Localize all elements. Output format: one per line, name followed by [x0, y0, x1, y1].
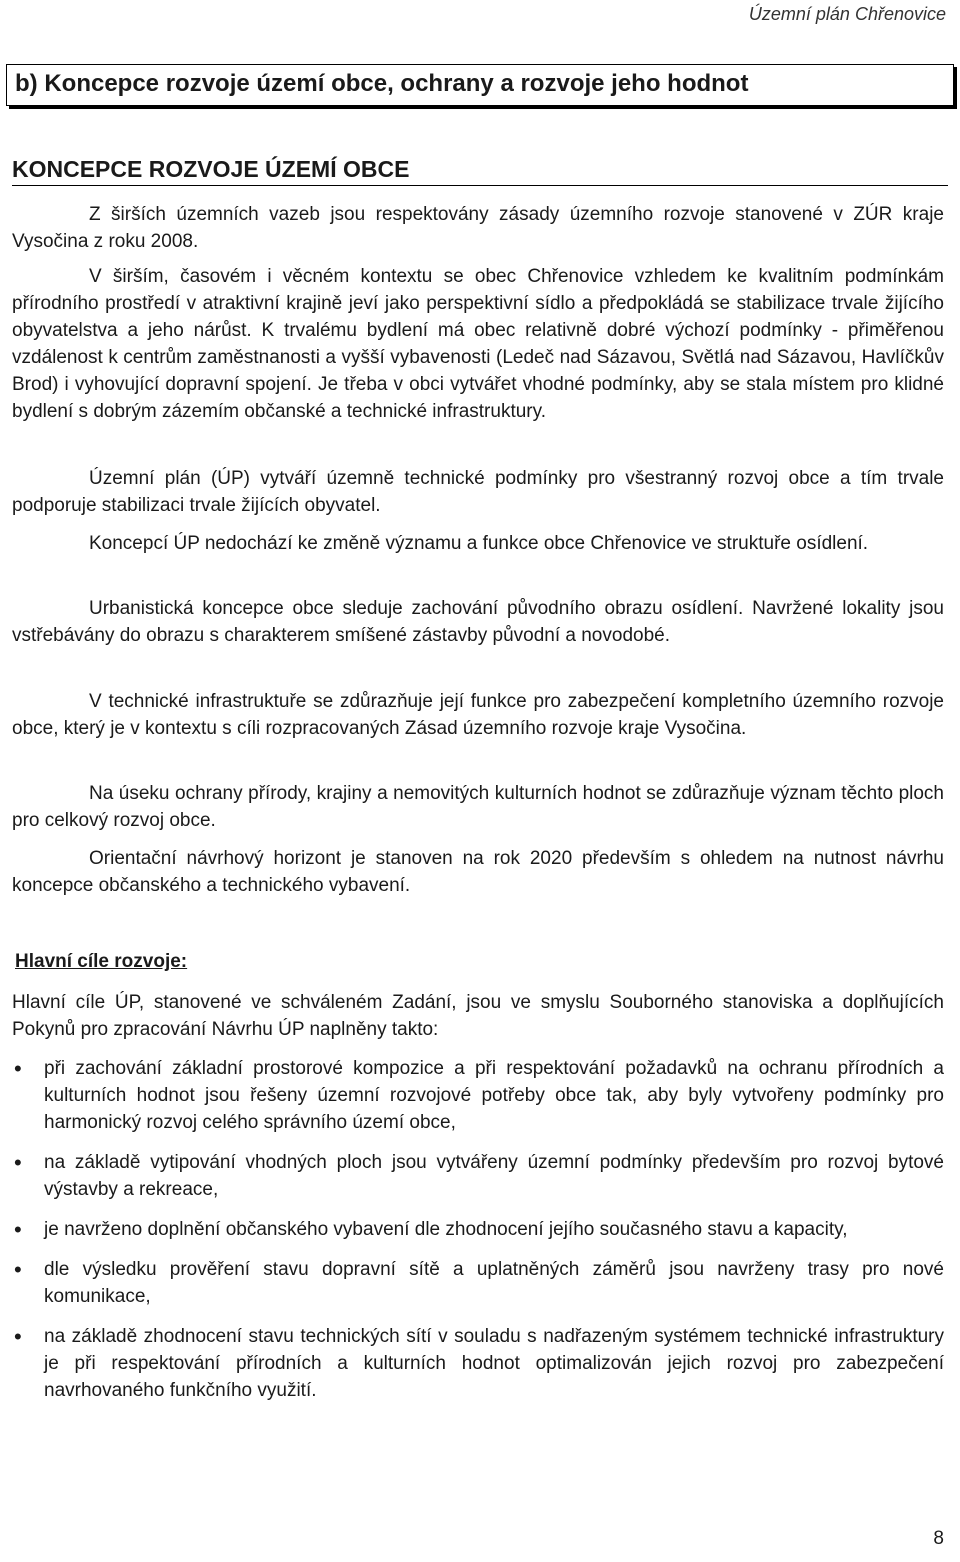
paragraph-urban: Urbanistická koncepce obce sleduje zachování původního obrazu osídlení. Navržené lokality jsou vstřebávány do obrazu s charakterem smíšené zástavby původní a novodobé. — [12, 598, 944, 646]
paragraph-context: V širším, časovém i věcném kontextu se obec Chřenovice vzhledem ke kvalitním podmínkám přírodního prostředí v atraktivní krajině jeví jako perspektivní sídlo a předpokládá se stabilizace trvale žijícího obyvatelstva a jeho nárůst. K trvalému bydlení má obec relativně dobré výchozí podmínky - přiměřenou vzdálenost k centrům zaměstnanosti a vyšší vybavenosti (Ledeč nad Sázavou, Světlá nad Sázavou, Havlíčkův Brod) i vyhovující dopravní spojení. Je třeba v obci vytvářet vhodné podmínky, aby se stala místem pro klidné bydlení s dobrým zázemím občanské a technické infrastruktury. — [12, 266, 944, 422]
running-header: Územní plán Chřenovice — [748, 4, 946, 24]
goals-intro: Hlavní cíle ÚP, stanovené ve schváleném Zadání, jsou ve smyslu Souborného stanoviska a doplňujících Pokynů pro zpracování Návrhu ÚP naplněny takto: — [12, 992, 944, 1040]
chapter-title: b) Koncepce rozvoje území obce, ochrany a rozvoje jeho hodnot — [15, 70, 749, 97]
paragraph-infrastructure: V technické infrastruktuře se zdůrazňuje její funkce pro zabezpečení kompletního územního rozvoje obce, který je v kontextu s cíli rozpracovaných Zásad územního rozvoje kraje Vysočina. — [12, 691, 944, 739]
page-number: 8 — [933, 1528, 944, 1549]
list-item: • na základě zhodnocení stavu technických sítí v souladu s nadřazeným systémem technické infrastruktury je při respektování přírodních a kulturních hodnot optimalizován jejich rozvoj pro zabezpečení navrhovaného funkčního využití. — [12, 1323, 944, 1404]
paragraph-nature: Na úseku ochrany přírody, krajiny a nemovitých kulturních hodnot se zdůrazňuje význam těchto ploch pro celkový rozvoj obce. — [12, 783, 944, 831]
goals-list — [12, 1055, 944, 1417]
section-title: KONCEPCE ROZVOJE ÚZEMÍ OBCE — [12, 156, 948, 186]
list-item: • je navrženo doplnění občanského vybavení dle zhodnocení jejího současného stavu a kapacity, — [12, 1216, 944, 1243]
paragraph-horizon: Orientační návrhový horizont je stanoven na rok 2020 především s ohledem na nutnost návrhu koncepce občanského a technického vybavení. — [12, 848, 944, 896]
paragraph-zur: Z širších územních vazeb jsou respektovány zásady územního rozvoje stanovené v ZÚR kraje Vysočina z roku 2008. — [12, 204, 944, 252]
paragraph-concept: Koncepcí ÚP nedochází ke změně významu a funkce obce Chřenovice ve struktuře osídlení. — [89, 533, 869, 554]
list-item: • dle výsledku prověření stavu dopravní sítě a uplatněných záměrů jsou navrženy trasy pro nové komunikace, — [12, 1256, 944, 1310]
chapter-heading-box — [6, 64, 954, 106]
paragraph-up: Územní plán (ÚP) vytváří územně technické podmínky pro všestranný rozvoj obce a tím trvale podporuje stabilizaci trvale žijících obyvatel. — [12, 468, 944, 516]
goals-heading: Hlavní cíle rozvoje: — [15, 951, 188, 972]
list-item: • na základě vytipování vhodných ploch jsou vytvářeny územní podmínky především pro rozvoj bytové výstavby a rekreace, — [12, 1149, 944, 1203]
list-item: • při zachování základní prostorové kompozice a při respektování požadavků na ochranu přírodních a kulturních hodnot jsou řešeny územní rozvojové potřeby obce tak, aby byly vytvořeny podmínky pro harmonický rozvoj celého správního území obce, — [12, 1055, 944, 1136]
